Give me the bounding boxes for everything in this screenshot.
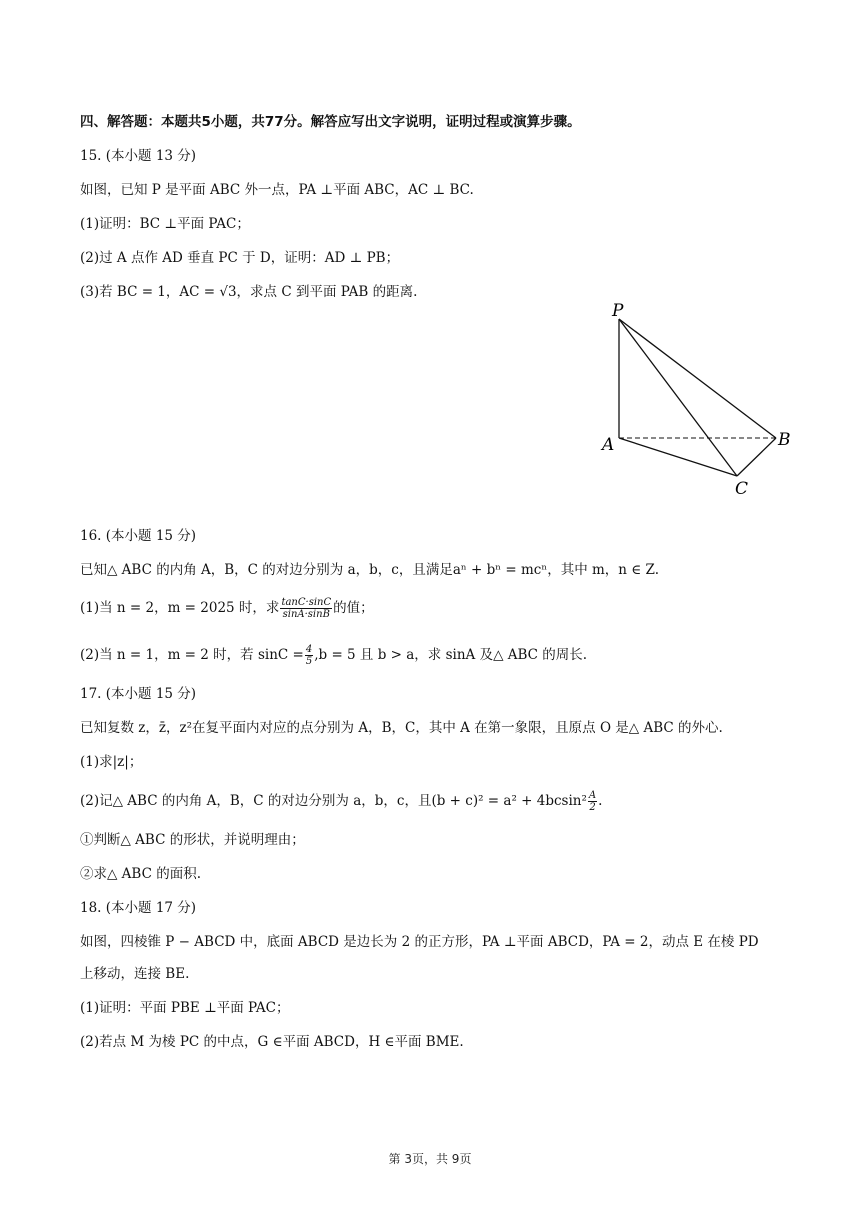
problem-15-part-3: (3)若 BC = 1，AC = √3，求点 C 到平面 PAB 的距离. xyxy=(80,284,418,300)
edge-PB xyxy=(619,319,776,438)
problem-17-sub-2: ②求△ ABC 的面积. xyxy=(80,866,202,882)
problem-15-header: 15. (本小题 13 分) xyxy=(80,148,197,164)
problem-17-stem: 已知复数 z，z̄，z²在复平面内对应的点分别为 A，B，C，其中 A 在第一象限，且原点 O 是△ ABC 的外心. xyxy=(80,720,723,736)
p16-part1-fraction xyxy=(280,597,332,620)
problem-18-part-2: (2)若点 M 为棱 PC 的中点，G ∈平面 ABCD，H ∈平面 BME. xyxy=(80,1034,464,1050)
edge-AC xyxy=(619,438,737,476)
p17-part2-suffix: . xyxy=(598,793,603,809)
problem-16-stem: 已知△ ABC 的内角 A，B，C 的对边分别为 a，b，c，且满足aⁿ + bⁿ = mcⁿ，其中 m，n ∈ Z. xyxy=(80,562,659,578)
problem-16-part-1 xyxy=(80,597,374,620)
problem-18-stem-line-1: 如图，四棱锥 P − ABCD 中，底面 ABCD 是边长为 2 的正方形，PA ⊥平面 ABCD，PA = 2，动点 E 在棱 PD xyxy=(80,934,759,950)
problem-15-part-2: (2)过 A 点作 AD 垂直 PC 于 D，证明：AD ⊥ PB； xyxy=(80,250,400,266)
p16-part1-numerator: tanC·sinC xyxy=(281,597,332,608)
p17-part2-fraction xyxy=(588,790,597,813)
edge-BC xyxy=(737,438,776,476)
edge-PC xyxy=(619,319,737,476)
problem-18-stem-line-2: 上移动，连接 BE. xyxy=(80,966,190,982)
label-P: P xyxy=(612,301,624,321)
label-C: C xyxy=(735,479,749,499)
problem-18-header: 18. (本小题 17 分) xyxy=(80,900,197,916)
p17-part2-numerator: A xyxy=(588,790,597,801)
p16-part2-numerator: 4 xyxy=(305,644,313,655)
label-B: B xyxy=(778,430,791,450)
problem-15-stem: 如图，已知 P 是平面 ABC 外一点，PA ⊥平面 ABC，AC ⊥ BC. xyxy=(80,182,474,198)
problem-16-header: 16. (本小题 15 分) xyxy=(80,528,197,544)
p16-part2-prefix: (2)当 n = 1，m = 2 时，若 sinC = xyxy=(80,647,304,663)
p17-part2-prefix: (2)记△ ABC 的内角 A，B，C 的对边分别为 a，b，c，且(b + c)² = a² + 4bcsin² xyxy=(80,793,587,809)
p16-part1-suffix: 的值； xyxy=(333,600,374,616)
tetrahedron-figure xyxy=(590,296,800,506)
problem-17-header: 17. (本小题 15 分) xyxy=(80,686,197,702)
page-footer: 第 3页，共 9页 xyxy=(388,1152,472,1166)
problem-17-sub-1: ①判断△ ABC 的形状，并说明理由； xyxy=(80,832,305,848)
p16-part2-denominator: 5 xyxy=(305,656,313,667)
problem-16-part-2 xyxy=(80,644,587,667)
problem-15-part-1: (1)证明：BC ⊥平面 PAC； xyxy=(80,216,250,232)
p17-part2-denominator: 2 xyxy=(589,802,596,813)
problem-17-part-2 xyxy=(80,790,602,813)
p16-part2-suffix: ,b = 5 且 b > a，求 sinA 及△ ABC 的周长. xyxy=(314,647,588,663)
p16-part1-denominator: sinA·sinB xyxy=(282,609,330,620)
problem-17-part-1: (1)求|z|； xyxy=(80,754,143,770)
problem-18-part-1: (1)证明：平面 PBE ⊥平面 PAC； xyxy=(80,1000,290,1016)
p16-part2-fraction xyxy=(305,644,313,667)
section-heading: 四、解答题：本题共5小题，共77分。解答应写出文字说明，证明过程或演算步骤。 xyxy=(80,114,581,130)
p16-part1-prefix: (1)当 n = 2，m = 2025 时，求 xyxy=(80,600,280,616)
label-A: A xyxy=(602,435,615,455)
